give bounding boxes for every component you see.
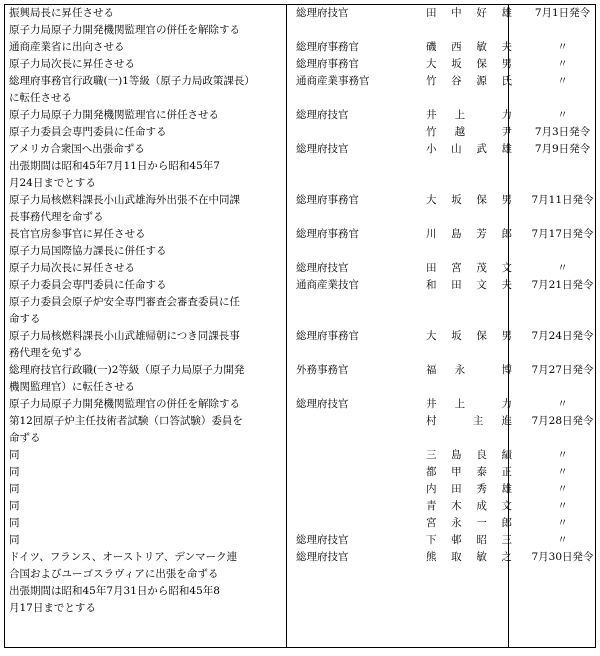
date-cell — [518, 158, 600, 175]
name-cell — [426, 294, 518, 311]
name-char: 川 — [426, 228, 437, 240]
matter-cell: アメリカ合衆国へ出張命ずる — [9, 143, 145, 155]
name-cell — [426, 515, 518, 532]
matter-cell: 原子力局核燃料課長小山武雄海外出張不在中同課 — [9, 194, 240, 206]
name-char: 井 — [426, 109, 437, 121]
name-char: 績 — [501, 449, 512, 461]
date-cell: 7月1日発令 — [534, 7, 591, 19]
title-cell: 総理府技官 — [296, 143, 349, 155]
name-char: 夫 — [501, 41, 512, 53]
name-char: 尹 — [501, 126, 512, 138]
matter-cell: 原子力局国際協力課長に併任する — [9, 245, 167, 257]
date-cell: 〃 — [557, 109, 568, 121]
name-char: 宮 — [451, 262, 462, 274]
name-char: 内 — [426, 483, 437, 495]
table-row — [5, 413, 600, 430]
date-cell — [518, 600, 600, 617]
title-cell — [290, 22, 426, 39]
title-cell: 通商産業事務官 — [296, 75, 370, 87]
name-char: 田 — [426, 7, 437, 19]
table-row — [5, 515, 600, 532]
date-cell: 7月24日発令 — [531, 330, 594, 342]
column-divider — [286, 5, 287, 647]
title-cell — [290, 209, 426, 226]
name-char: 磯 — [426, 41, 437, 53]
title-cell — [290, 379, 426, 396]
table-row — [5, 124, 600, 141]
title-cell — [290, 583, 426, 600]
name-cell — [426, 396, 518, 413]
name-char: 良 — [476, 449, 487, 461]
table-row — [5, 5, 600, 22]
title-cell: 総理府事務官 — [296, 228, 359, 240]
name-char: 郎 — [501, 228, 512, 240]
name-char: 芳 — [476, 228, 487, 240]
title-cell: 総理府技官 — [296, 398, 349, 410]
name-char: 文 — [501, 262, 512, 274]
name-char: 源 — [476, 75, 487, 87]
title-cell — [290, 243, 426, 260]
name-char: 泰 — [476, 466, 487, 478]
matter-cell: 月17日までとする — [9, 602, 96, 614]
title-cell — [290, 430, 426, 447]
table-row — [5, 141, 600, 158]
table-row — [5, 311, 600, 328]
personnel-records — [5, 5, 600, 617]
table-row — [5, 362, 600, 379]
matter-cell: 原子力委員会原子炉安全専門審査会審査委員に任 — [9, 296, 240, 308]
table-row — [5, 566, 600, 583]
name-char: 下 — [426, 534, 437, 546]
name-char: 島 — [451, 228, 462, 240]
matter-cell: 原子力局原子力開発機関監理官の併任を解除する — [9, 24, 240, 36]
name-char: 敏 — [476, 551, 487, 563]
name-char: 都 — [426, 466, 437, 478]
matter-cell: 長官官房参事官に昇任させる — [9, 228, 146, 240]
date-cell: 〃 — [557, 517, 568, 529]
name-cell — [426, 124, 518, 141]
name-cell — [426, 226, 518, 243]
table-row — [5, 39, 600, 56]
matter-cell: 振興局長に昇任させる — [9, 7, 114, 19]
name-cell — [426, 498, 518, 515]
name-char: 力 — [501, 398, 512, 410]
matter-cell: 通商産業省に出向させる — [9, 41, 125, 53]
name-char: 雄 — [501, 143, 512, 155]
name-cell — [426, 532, 518, 549]
name-cell — [426, 481, 518, 498]
table-row — [5, 396, 600, 413]
name-char: 主 — [472, 415, 484, 427]
table-row — [5, 328, 600, 345]
date-cell — [518, 22, 600, 39]
title-cell — [290, 566, 426, 583]
name-cell — [426, 464, 518, 481]
matter-cell: 原子力局原子力開発機関監理官に併任させる — [9, 109, 219, 121]
column-divider — [508, 5, 509, 647]
date-cell — [518, 311, 600, 328]
date-cell: 7月28日発令 — [531, 415, 594, 427]
matter-cell: 原子力委員会専門委員に任命する — [9, 126, 167, 138]
table-row — [5, 345, 600, 362]
name-char: 成 — [476, 500, 487, 512]
date-cell — [518, 345, 600, 362]
name-char: 武 — [476, 143, 487, 155]
date-cell — [518, 175, 600, 192]
name-char: 雄 — [501, 483, 512, 495]
title-cell — [290, 413, 426, 430]
matter-cell: 原子力局原子力開発機関監理官の併任を解除する — [9, 398, 240, 410]
date-cell — [518, 566, 600, 583]
name-char: 坂 — [451, 330, 462, 342]
title-cell — [290, 294, 426, 311]
matter-cell: 命する — [9, 313, 41, 325]
name-cell — [426, 22, 518, 39]
name-char: 博 — [501, 364, 512, 376]
matter-cell: 命ずる — [9, 432, 41, 444]
name-char: 進 — [501, 415, 512, 427]
title-cell — [290, 90, 426, 107]
date-cell: 7月27日発令 — [531, 364, 594, 376]
date-cell: 7月3日発令 — [534, 126, 591, 138]
table-row — [5, 158, 600, 175]
date-cell: 7月9日発令 — [534, 143, 591, 155]
name-char: 敏 — [476, 41, 487, 53]
name-char: 邨 — [451, 534, 462, 546]
date-cell: 〃 — [557, 534, 568, 546]
name-char: 力 — [501, 109, 512, 121]
matter-cell: 月24日までとする — [9, 177, 96, 189]
title-cell — [290, 498, 426, 515]
name-char: 中 — [451, 7, 462, 19]
table-row — [5, 532, 600, 549]
name-char: 甲 — [451, 466, 462, 478]
table-row — [5, 277, 600, 294]
name-char: 大 — [426, 330, 437, 342]
personnel-table — [4, 4, 596, 648]
name-cell — [426, 549, 518, 566]
title-cell: 総理府技官 — [296, 109, 349, 121]
name-cell — [426, 192, 518, 209]
date-cell: 7月30日発令 — [531, 551, 594, 563]
date-cell: 〃 — [557, 500, 568, 512]
title-cell — [290, 515, 426, 532]
name-cell — [426, 158, 518, 175]
name-char: 氏 — [501, 75, 512, 87]
date-cell — [518, 209, 600, 226]
title-cell: 外務事務官 — [296, 364, 349, 376]
name-cell — [426, 566, 518, 583]
table-row — [5, 379, 600, 396]
matter-cell: 同 — [9, 449, 20, 461]
name-char: 上 — [454, 398, 466, 410]
name-cell — [426, 209, 518, 226]
name-char: 保 — [476, 330, 487, 342]
name-char: 保 — [476, 58, 487, 70]
name-char: 正 — [501, 466, 512, 478]
title-cell: 総理府事務官 — [296, 194, 359, 206]
name-cell — [426, 90, 518, 107]
name-cell — [426, 583, 518, 600]
name-cell — [426, 345, 518, 362]
date-cell — [518, 294, 600, 311]
date-cell: 〃 — [557, 262, 568, 274]
name-char: 田 — [451, 279, 462, 291]
table-row — [5, 430, 600, 447]
name-cell — [426, 260, 518, 277]
date-cell — [518, 583, 600, 600]
matter-cell: 務代理を免ずる — [9, 347, 83, 359]
name-char: 茂 — [476, 262, 487, 274]
title-cell: 通商産業技官 — [296, 279, 359, 291]
name-char: 文 — [501, 500, 512, 512]
name-cell — [426, 277, 518, 294]
name-char: 永 — [451, 517, 462, 529]
table-row — [5, 90, 600, 107]
table-row — [5, 56, 600, 73]
name-char: 夫 — [501, 279, 512, 291]
title-cell: 総理府事務官 — [296, 41, 359, 53]
matter-cell: 同 — [9, 483, 20, 495]
name-char: 田 — [426, 262, 437, 274]
name-cell — [426, 430, 518, 447]
title-cell — [290, 600, 426, 617]
date-cell: 〃 — [557, 41, 568, 53]
name-cell — [426, 311, 518, 328]
name-char: 和 — [426, 279, 437, 291]
matter-cell: 同 — [9, 500, 20, 512]
name-char: 福 — [426, 364, 437, 376]
title-cell — [290, 464, 426, 481]
name-char: 竹 — [426, 75, 437, 87]
title-cell — [290, 481, 426, 498]
title-cell — [290, 311, 426, 328]
matter-cell: に転任させる — [9, 92, 72, 104]
matter-cell: 原子力委員会専門委員に任命する — [9, 279, 167, 291]
table-row — [5, 447, 600, 464]
title-cell: 総理府技官 — [296, 551, 349, 563]
table-row — [5, 175, 600, 192]
title-cell — [290, 447, 426, 464]
matter-cell: 出張期間は昭和45年7月11日から昭和45年7 — [9, 160, 220, 172]
table-row — [5, 481, 600, 498]
matter-cell: 原子力局次長に昇任させる — [9, 262, 135, 274]
name-cell — [426, 56, 518, 73]
name-char: 西 — [451, 41, 462, 53]
table-row — [5, 209, 600, 226]
table-row — [5, 226, 600, 243]
title-cell: 総理府技官 — [296, 262, 349, 274]
title-cell: 総理府事務官 — [296, 330, 359, 342]
name-char: 郎 — [501, 517, 512, 529]
matter-cell: 同 — [9, 517, 20, 529]
name-char: 大 — [426, 194, 437, 206]
matter-cell: 原子力局次長に昇任させる — [9, 58, 135, 70]
title-cell: 総理府技官 — [296, 534, 349, 546]
name-char: 青 — [426, 500, 437, 512]
name-char: 男 — [501, 330, 512, 342]
name-char: 井 — [426, 398, 437, 410]
name-char: 坂 — [451, 194, 462, 206]
date-cell: 〃 — [557, 449, 568, 461]
table-row — [5, 583, 600, 600]
name-cell — [426, 328, 518, 345]
title-cell — [290, 158, 426, 175]
date-cell — [518, 243, 600, 260]
matter-cell: 第12回原子炉主任技術者試験（口答試験）委員を — [9, 415, 243, 427]
name-char: 谷 — [451, 75, 462, 87]
table-row — [5, 192, 600, 209]
matter-cell: 原子力局核燃料課長小山武雄帰朝につき同課長事 — [9, 330, 240, 342]
matter-cell: 同 — [9, 534, 20, 546]
name-char: 取 — [451, 551, 462, 563]
date-cell: 7月11日発令 — [531, 194, 594, 206]
date-cell — [518, 90, 600, 107]
table-row — [5, 464, 600, 481]
date-cell: 〃 — [557, 58, 568, 70]
name-cell — [426, 243, 518, 260]
matter-cell: 総理府事務官行政職(一)1等級（原子力局政策課長） — [9, 75, 255, 87]
name-char: 島 — [451, 449, 462, 461]
name-char: 田 — [451, 483, 462, 495]
name-char: 熊 — [426, 551, 437, 563]
name-char: 竹 — [426, 126, 437, 138]
date-cell: 〃 — [557, 398, 568, 410]
name-cell — [426, 5, 518, 22]
date-cell — [518, 430, 600, 447]
name-char: 上 — [454, 109, 466, 121]
matter-cell: 総理府技官行政職(一)2等級（原子力局原子力開発 — [9, 364, 245, 376]
name-char: 好 — [476, 7, 487, 19]
date-cell: 〃 — [557, 466, 568, 478]
date-cell — [518, 379, 600, 396]
name-char: 秀 — [476, 483, 487, 495]
name-cell — [426, 39, 518, 56]
name-char: 男 — [501, 194, 512, 206]
matter-cell: 合国およびユーゴスラヴィアに出張を命ずる — [9, 568, 219, 580]
name-cell — [426, 175, 518, 192]
name-char: 三 — [426, 449, 437, 461]
name-char: 木 — [451, 500, 462, 512]
name-char: 大 — [426, 58, 437, 70]
name-char: 雄 — [501, 7, 512, 19]
title-cell: 総理府事務官 — [296, 58, 359, 70]
table-row — [5, 243, 600, 260]
name-char: 三 — [501, 534, 512, 546]
name-char: 山 — [451, 143, 462, 155]
table-row — [5, 294, 600, 311]
name-char: 一 — [476, 517, 487, 529]
name-char: 村 — [426, 415, 437, 427]
name-char: 小 — [426, 143, 437, 155]
name-cell — [426, 362, 518, 379]
matter-cell: ドイツ、フランス、オーストリア、デンマーク連 — [9, 551, 238, 563]
name-cell — [426, 600, 518, 617]
name-char: 之 — [501, 551, 512, 563]
name-cell — [426, 141, 518, 158]
title-cell — [290, 175, 426, 192]
title-cell — [290, 124, 426, 141]
table-row — [5, 260, 600, 277]
name-char: 保 — [476, 194, 487, 206]
date-cell: 〃 — [557, 483, 568, 495]
name-char: 宮 — [426, 517, 437, 529]
table-row — [5, 22, 600, 39]
title-cell — [290, 345, 426, 362]
date-cell: 7月21日発令 — [531, 279, 594, 291]
table-row — [5, 73, 600, 90]
name-char: 越 — [454, 126, 466, 138]
name-char: 文 — [476, 279, 487, 291]
matter-cell: 長事務代理を命ずる — [9, 211, 104, 223]
name-cell — [426, 73, 518, 90]
date-cell: 〃 — [557, 75, 568, 87]
name-cell — [426, 413, 518, 430]
name-cell — [426, 447, 518, 464]
table-row — [5, 549, 600, 566]
name-char: 男 — [501, 58, 512, 70]
name-cell — [426, 107, 518, 124]
matter-cell: 機関監理官）に転任させる — [9, 381, 135, 393]
name-char: 永 — [454, 364, 466, 376]
matter-cell: 出張期間は昭和45年7月31日から昭和45年8 — [9, 585, 220, 597]
table-row — [5, 498, 600, 515]
name-cell — [426, 379, 518, 396]
title-cell: 総理府技官 — [296, 7, 349, 19]
table-row — [5, 600, 600, 617]
date-cell: 7月17日発令 — [531, 228, 594, 240]
table-row — [5, 107, 600, 124]
name-char: 昭 — [476, 534, 487, 546]
name-char: 坂 — [451, 58, 462, 70]
matter-cell: 同 — [9, 466, 20, 478]
